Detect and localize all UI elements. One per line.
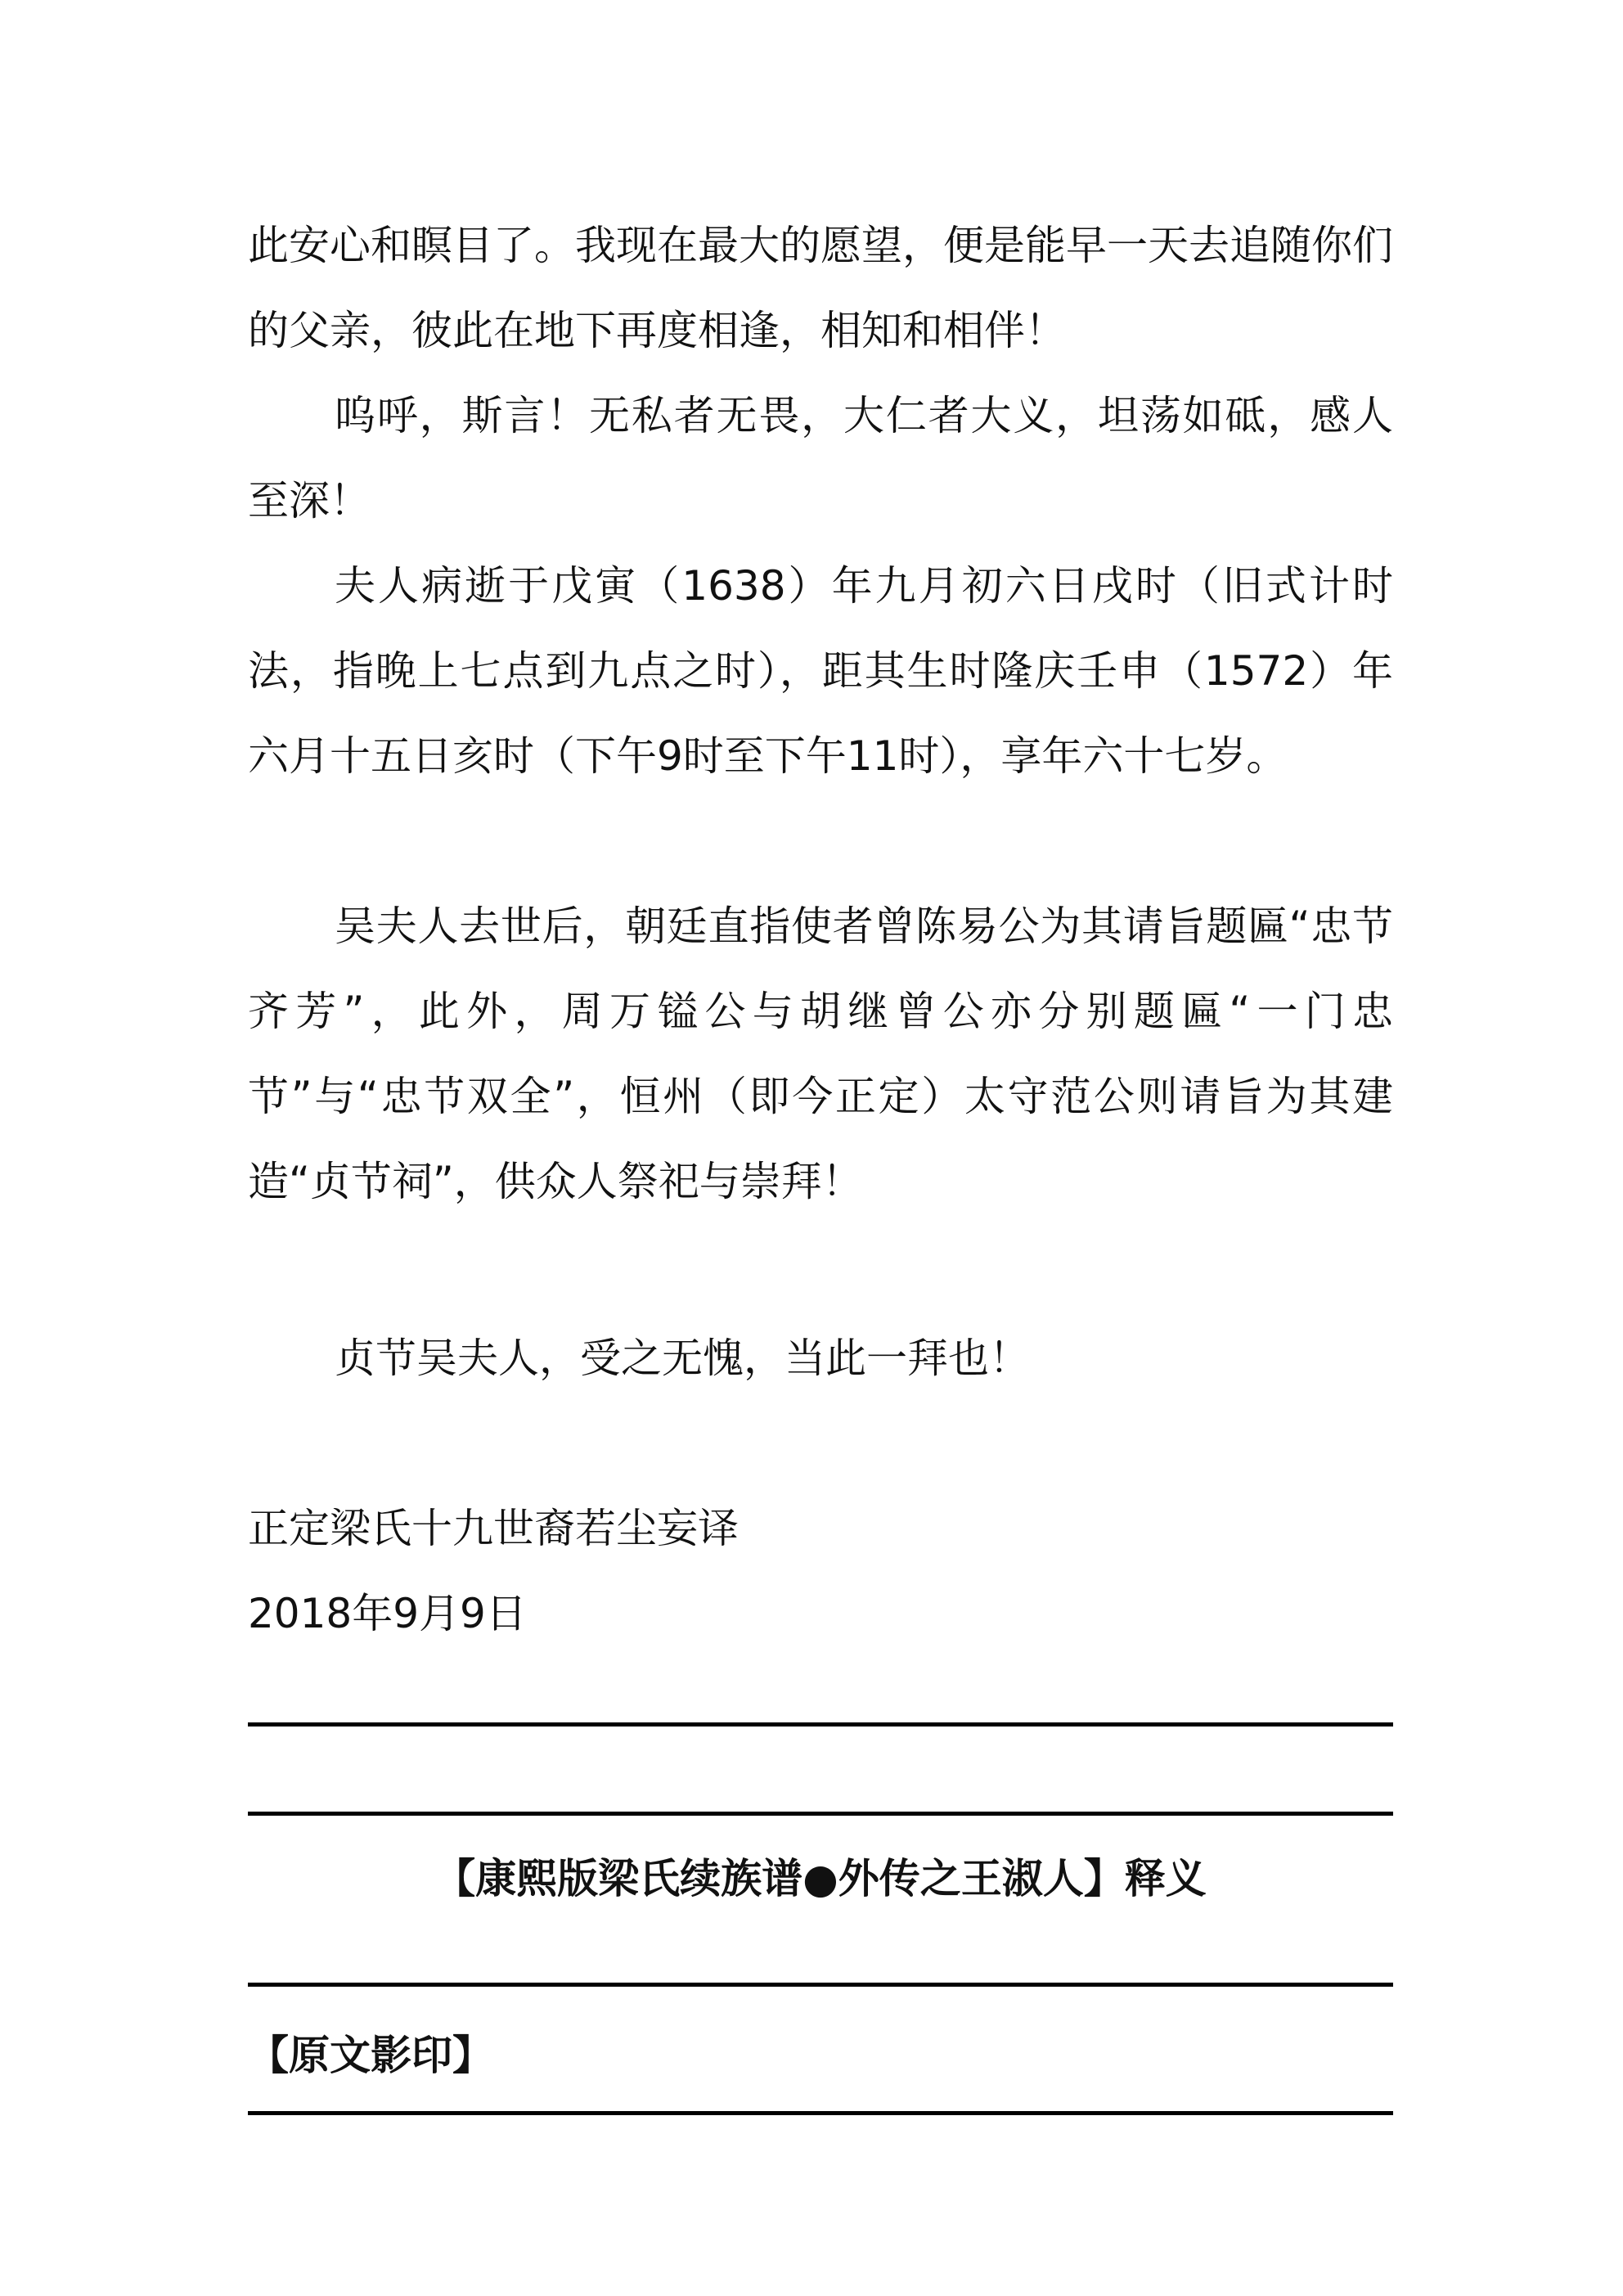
divider-line (248, 1722, 1393, 1727)
paragraph-text: 吴夫人去世后，朝廷直指使者曾陈易公为其请旨题匾“忠节齐芳”，此外，周万镒公与胡继曾公亦分别题匾“一门忠节”与“忠节双全”，恒州（即今正定）太守范公则请旨为其建造“贞节祠”，供众人祭祀与崇拜！ (248, 903, 1393, 1205)
paragraph-text: 贞节吴夫人，受之无愧，当此一拜也！ (335, 1335, 1030, 1382)
paragraph-2 (248, 373, 1393, 543)
divider-line (248, 1983, 1393, 1987)
divider-line (248, 1812, 1393, 1816)
paragraph-4 (248, 884, 1393, 1224)
paragraph-3 (248, 543, 1393, 799)
signature-block (248, 1486, 1393, 1656)
translator-signature: 正定梁氏十九世裔若尘妄译 (248, 1505, 739, 1552)
paragraph-text: 呜呼，斯言！无私者无畏，大仁者大义，坦荡如砥，感人至深！ (248, 392, 1393, 524)
signature-date: 2018年9月9日 (248, 1590, 527, 1637)
paragraph-1 (248, 203, 1393, 373)
paragraph-text: 此安心和瞑目了。我现在最大的愿望，便是能早一天去追随你们的父亲，彼此在地下再度相逢，相知和相伴！ (248, 222, 1393, 354)
subsection-title: 【原文影印】 (248, 2031, 493, 2079)
section-title: 【康熙版梁氏续族谱●外传之王淑人】释义 (434, 1854, 1207, 1902)
divider-line (248, 2111, 1393, 2115)
paragraph-text: 夫人病逝于戊寅（1638）年九月初六日戌时（旧式计时法，指晚上七点到九点之时），距其生时隆庆壬申（1572）年六月十五日亥时（下午9时至下午11时），享年六十七岁。 (248, 562, 1393, 780)
paragraph-5 (248, 1316, 1393, 1401)
